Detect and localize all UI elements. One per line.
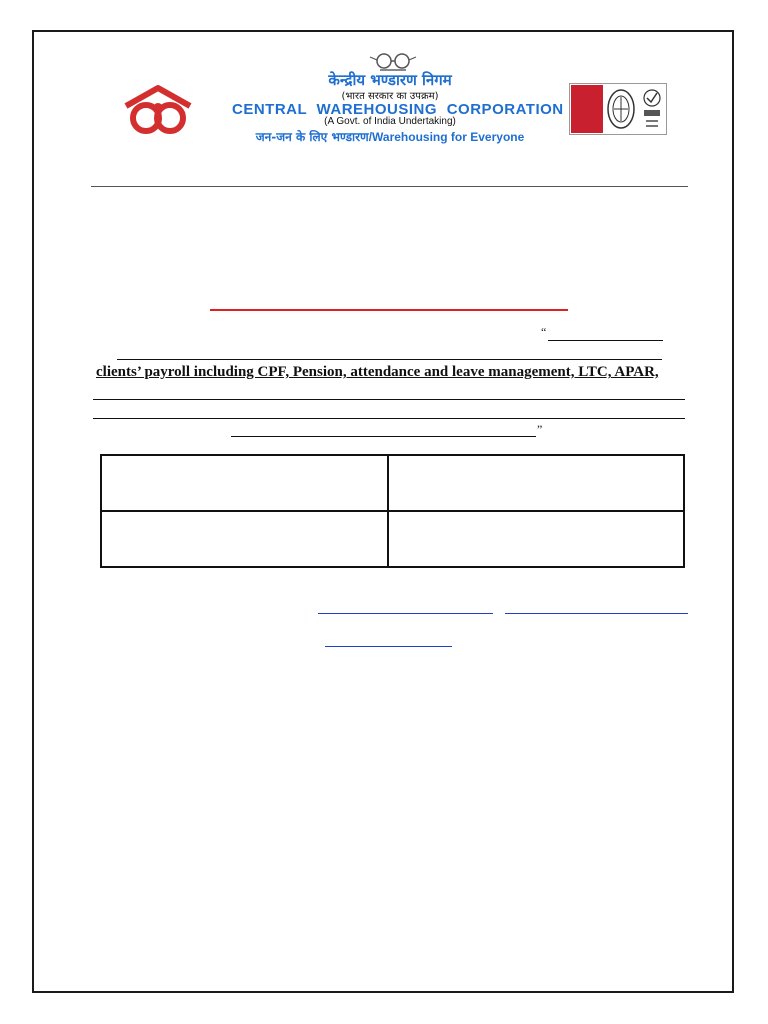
org-name-english: CENTRAL WAREHOUSING CORPORATION (232, 101, 564, 118)
bureau-veritas-seal-icon (606, 87, 636, 131)
org-subtitle-hindi: (भारत सरकार का उपक्रम) (341, 91, 439, 102)
org-name-hindi: केन्द्रीय भण्डारण निगम (328, 71, 452, 89)
cwc-logo-icon (122, 84, 194, 136)
blank-line-5 (231, 436, 536, 437)
hyperlink-1[interactable] (318, 613, 493, 614)
header-divider (91, 186, 688, 187)
blank-line-1 (548, 340, 663, 341)
blank-line-3 (93, 399, 685, 400)
certification-red-panel (571, 85, 603, 133)
ukas-mark-icon (640, 88, 664, 132)
tagline (212, 128, 568, 145)
title-underline (210, 309, 568, 311)
details-table (100, 454, 685, 568)
blank-line-4 (93, 418, 685, 419)
tagline-hindi: जन-जन के लिए भण्डारण (255, 130, 369, 144)
table-row-divider (102, 510, 683, 512)
close-quote: ” (537, 422, 543, 436)
tagline-english: /Warehousing for Everyone (368, 130, 525, 144)
hyperlink-3[interactable] (325, 646, 452, 647)
hyperlink-2[interactable] (505, 613, 688, 614)
certification-logo (569, 83, 667, 135)
scope-text: clients’ payroll including CPF, Pension, attendance and leave management, LTC, APAR, (96, 364, 659, 380)
open-quote: “ (541, 325, 547, 339)
org-subtitle-english: (A Govt. of India Undertaking) (324, 116, 456, 127)
blank-line-2 (117, 359, 662, 360)
swachh-bharat-glasses-icon (366, 52, 420, 72)
